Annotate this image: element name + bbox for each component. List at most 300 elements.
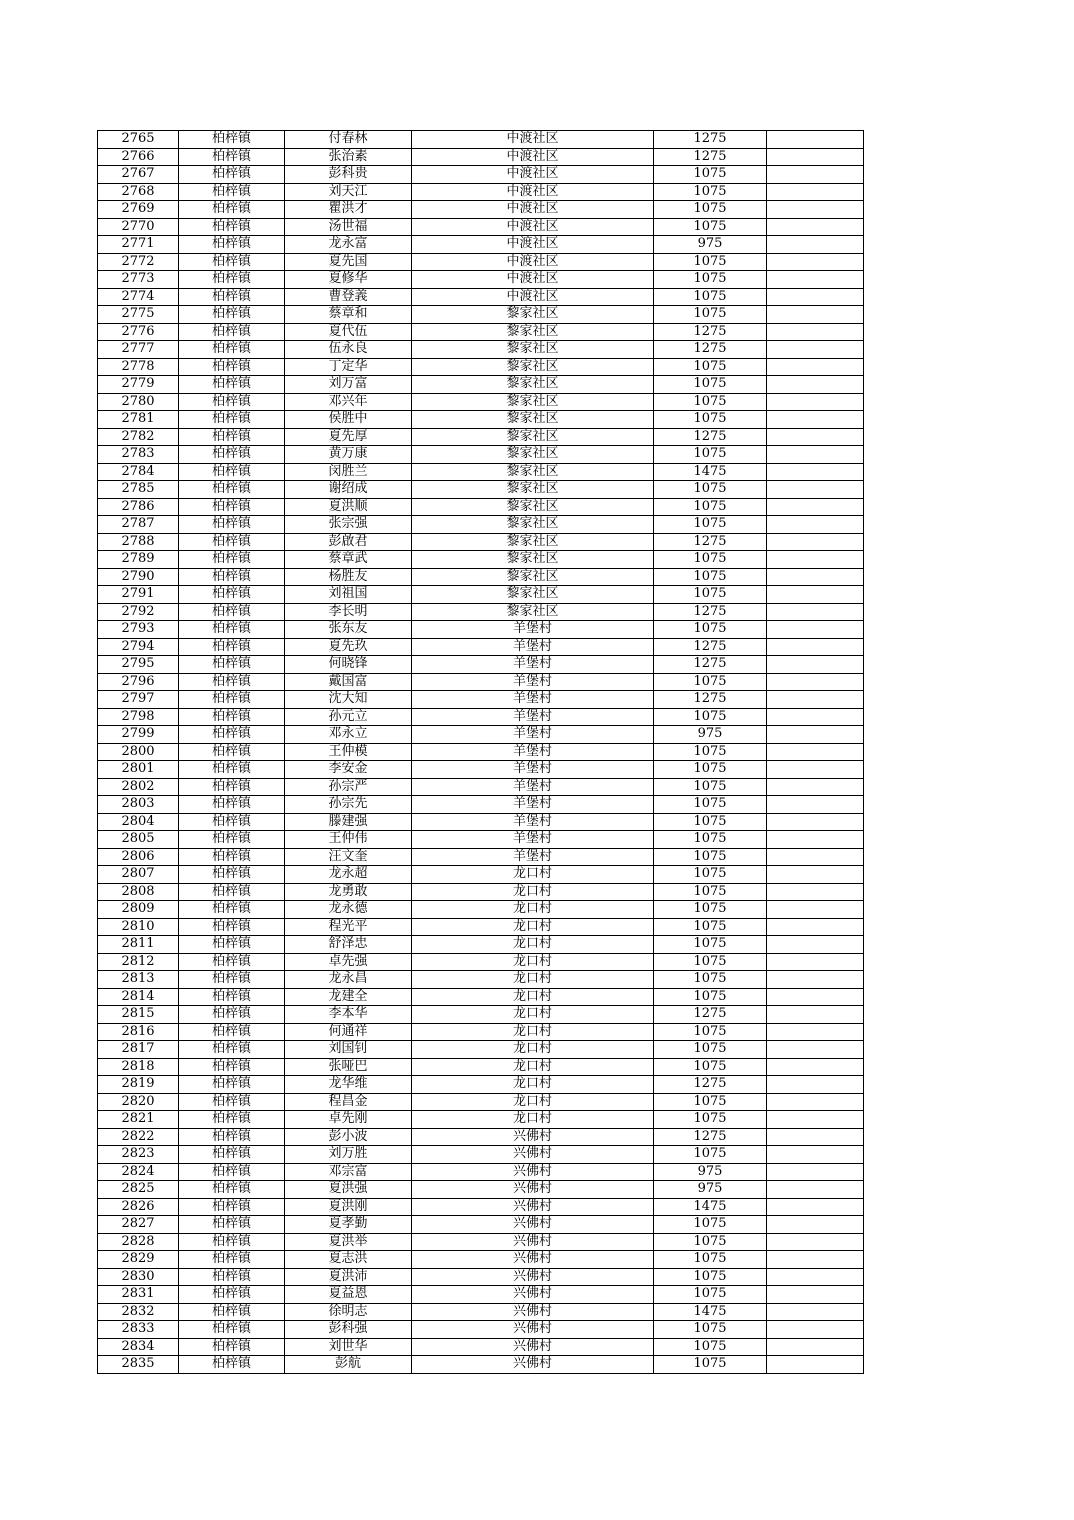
town-cell: 柏梓镇: [179, 341, 285, 359]
table-row: [98, 708, 864, 726]
remark-cell: [767, 936, 864, 954]
remark-cell: [767, 971, 864, 989]
table-row: [98, 428, 864, 446]
town-cell: 柏梓镇: [179, 253, 285, 271]
village-cell: 黎家社区: [412, 516, 654, 534]
remark-cell: [767, 1128, 864, 1146]
table-row: [98, 131, 864, 149]
person-name-cell: 龙永昌: [285, 971, 412, 989]
village-cell: 兴佛村: [412, 1286, 654, 1304]
table-row: [98, 551, 864, 569]
village-cell: 羊堡村: [412, 778, 654, 796]
town-cell: 柏梓镇: [179, 603, 285, 621]
remark-cell: [767, 656, 864, 674]
remark-cell: [767, 1251, 864, 1269]
row-number-cell: 2829: [98, 1251, 179, 1269]
town-cell: 柏梓镇: [179, 1268, 285, 1286]
remark-cell: [767, 988, 864, 1006]
village-cell: 羊堡村: [412, 743, 654, 761]
village-cell: 黎家社区: [412, 481, 654, 499]
remark-cell: [767, 1023, 864, 1041]
row-number-cell: 2770: [98, 218, 179, 236]
table-row: [98, 271, 864, 289]
town-cell: 柏梓镇: [179, 691, 285, 709]
person-name-cell: 黄万康: [285, 446, 412, 464]
amount-cell: 1075: [654, 936, 767, 954]
row-number-cell: 2766: [98, 148, 179, 166]
town-cell: 柏梓镇: [179, 1303, 285, 1321]
person-name-cell: 王仲伟: [285, 831, 412, 849]
row-number-cell: 2780: [98, 393, 179, 411]
person-name-cell: 龙永德: [285, 901, 412, 919]
village-cell: 兴佛村: [412, 1146, 654, 1164]
person-name-cell: 付春林: [285, 131, 412, 149]
table-row: [98, 358, 864, 376]
row-number-cell: 2824: [98, 1163, 179, 1181]
amount-cell: 1075: [654, 708, 767, 726]
amount-cell: 1075: [654, 551, 767, 569]
village-cell: 羊堡村: [412, 673, 654, 691]
table-row: [98, 1058, 864, 1076]
village-cell: 黎家社区: [412, 568, 654, 586]
table-row: [98, 1128, 864, 1146]
remark-cell: [767, 726, 864, 744]
amount-cell: 1075: [654, 183, 767, 201]
village-cell: 兴佛村: [412, 1233, 654, 1251]
row-number-cell: 2774: [98, 288, 179, 306]
row-number-cell: 2777: [98, 341, 179, 359]
person-name-cell: 舒泽忠: [285, 936, 412, 954]
village-cell: 羊堡村: [412, 621, 654, 639]
row-number-cell: 2832: [98, 1303, 179, 1321]
village-cell: 龙口村: [412, 1058, 654, 1076]
remark-cell: [767, 1146, 864, 1164]
remark-cell: [767, 323, 864, 341]
village-cell: 羊堡村: [412, 796, 654, 814]
row-number-cell: 2806: [98, 848, 179, 866]
remark-cell: [767, 551, 864, 569]
village-cell: 兴佛村: [412, 1216, 654, 1234]
amount-cell: 1075: [654, 883, 767, 901]
village-cell: 兴佛村: [412, 1303, 654, 1321]
row-number-cell: 2820: [98, 1093, 179, 1111]
village-cell: 兴佛村: [412, 1163, 654, 1181]
town-cell: 柏梓镇: [179, 971, 285, 989]
remark-cell: [767, 918, 864, 936]
amount-cell: 1075: [654, 918, 767, 936]
village-cell: 龙口村: [412, 953, 654, 971]
table-row: [98, 691, 864, 709]
person-name-cell: 彭科强: [285, 1321, 412, 1339]
village-cell: 羊堡村: [412, 708, 654, 726]
remark-cell: [767, 953, 864, 971]
row-number-cell: 2801: [98, 761, 179, 779]
person-name-cell: 夏代伍: [285, 323, 412, 341]
row-number-cell: 2778: [98, 358, 179, 376]
amount-cell: 1075: [654, 848, 767, 866]
row-number-cell: 2783: [98, 446, 179, 464]
remark-cell: [767, 201, 864, 219]
row-number-cell: 2828: [98, 1233, 179, 1251]
town-cell: 柏梓镇: [179, 1076, 285, 1094]
remark-cell: [767, 638, 864, 656]
row-number-cell: 2796: [98, 673, 179, 691]
person-name-cell: 滕建强: [285, 813, 412, 831]
amount-cell: 1275: [654, 603, 767, 621]
person-name-cell: 刘世华: [285, 1338, 412, 1356]
table-row: [98, 306, 864, 324]
town-cell: 柏梓镇: [179, 183, 285, 201]
village-cell: 中渡社区: [412, 253, 654, 271]
table-row: [98, 1251, 864, 1269]
person-name-cell: 闵胜兰: [285, 463, 412, 481]
remark-cell: [767, 1233, 864, 1251]
person-name-cell: 程昌金: [285, 1093, 412, 1111]
remark-cell: [767, 761, 864, 779]
table-row: [98, 1356, 864, 1374]
amount-cell: 1075: [654, 1286, 767, 1304]
amount-cell: 1075: [654, 1058, 767, 1076]
amount-cell: 1075: [654, 166, 767, 184]
village-cell: 中渡社区: [412, 236, 654, 254]
person-name-cell: 杨胜友: [285, 568, 412, 586]
village-cell: 兴佛村: [412, 1251, 654, 1269]
village-cell: 羊堡村: [412, 848, 654, 866]
remark-cell: [767, 901, 864, 919]
table-row: [98, 656, 864, 674]
person-name-cell: 夏益恩: [285, 1286, 412, 1304]
table-row: [98, 393, 864, 411]
town-cell: 柏梓镇: [179, 848, 285, 866]
table-row: [98, 901, 864, 919]
remark-cell: [767, 131, 864, 149]
person-name-cell: 丁定华: [285, 358, 412, 376]
amount-cell: 1075: [654, 288, 767, 306]
town-cell: 柏梓镇: [179, 1181, 285, 1199]
table-row: [98, 533, 864, 551]
remark-cell: [767, 883, 864, 901]
village-cell: 兴佛村: [412, 1128, 654, 1146]
row-number-cell: 2779: [98, 376, 179, 394]
amount-cell: 1275: [654, 428, 767, 446]
person-name-cell: 曹登義: [285, 288, 412, 306]
remark-cell: [767, 848, 864, 866]
person-name-cell: 彭航: [285, 1356, 412, 1374]
village-cell: 龙口村: [412, 1006, 654, 1024]
remark-cell: [767, 813, 864, 831]
row-number-cell: 2831: [98, 1286, 179, 1304]
town-cell: 柏梓镇: [179, 236, 285, 254]
town-cell: 柏梓镇: [179, 481, 285, 499]
remark-cell: [767, 708, 864, 726]
amount-cell: 1075: [654, 1321, 767, 1339]
remark-cell: [767, 358, 864, 376]
person-name-cell: 彭小波: [285, 1128, 412, 1146]
person-name-cell: 夏先玖: [285, 638, 412, 656]
remark-cell: [767, 621, 864, 639]
town-cell: 柏梓镇: [179, 936, 285, 954]
remark-cell: [767, 148, 864, 166]
village-cell: 中渡社区: [412, 131, 654, 149]
amount-cell: 1075: [654, 516, 767, 534]
village-cell: 黎家社区: [412, 446, 654, 464]
remark-cell: [767, 691, 864, 709]
table-row: [98, 288, 864, 306]
amount-cell: 975: [654, 726, 767, 744]
village-cell: 龙口村: [412, 883, 654, 901]
amount-cell: 1275: [654, 1128, 767, 1146]
person-name-cell: 刘万富: [285, 376, 412, 394]
amount-cell: 975: [654, 236, 767, 254]
town-cell: 柏梓镇: [179, 1338, 285, 1356]
row-number-cell: 2816: [98, 1023, 179, 1041]
town-cell: 柏梓镇: [179, 988, 285, 1006]
table-row: [98, 1163, 864, 1181]
table-row: [98, 1146, 864, 1164]
remark-cell: [767, 498, 864, 516]
amount-cell: 975: [654, 1181, 767, 1199]
town-cell: 柏梓镇: [179, 1163, 285, 1181]
table-row: [98, 481, 864, 499]
village-cell: 兴佛村: [412, 1268, 654, 1286]
table-row: [98, 778, 864, 796]
person-name-cell: 龙永富: [285, 236, 412, 254]
table-row: [98, 568, 864, 586]
remark-cell: [767, 271, 864, 289]
town-cell: 柏梓镇: [179, 393, 285, 411]
town-cell: 柏梓镇: [179, 1146, 285, 1164]
remark-cell: [767, 1093, 864, 1111]
amount-cell: 1075: [654, 953, 767, 971]
village-cell: 龙口村: [412, 936, 654, 954]
amount-cell: 1075: [654, 1023, 767, 1041]
person-name-cell: 彭科贵: [285, 166, 412, 184]
remark-cell: [767, 1303, 864, 1321]
person-name-cell: 何晓锋: [285, 656, 412, 674]
town-cell: 柏梓镇: [179, 1233, 285, 1251]
village-cell: 中渡社区: [412, 201, 654, 219]
table-row: [98, 796, 864, 814]
row-number-cell: 2807: [98, 866, 179, 884]
table-row: [98, 183, 864, 201]
amount-cell: 1075: [654, 1146, 767, 1164]
amount-cell: 1075: [654, 1338, 767, 1356]
amount-cell: 1075: [654, 376, 767, 394]
table-row: [98, 463, 864, 481]
row-number-cell: 2792: [98, 603, 179, 621]
table-row: [98, 726, 864, 744]
person-name-cell: 夏孝勤: [285, 1216, 412, 1234]
village-cell: 兴佛村: [412, 1181, 654, 1199]
remark-cell: [767, 183, 864, 201]
remark-cell: [767, 1216, 864, 1234]
village-cell: 黎家社区: [412, 341, 654, 359]
table-row: [98, 743, 864, 761]
town-cell: 柏梓镇: [179, 358, 285, 376]
village-cell: 龙口村: [412, 1023, 654, 1041]
table-row: [98, 988, 864, 1006]
town-cell: 柏梓镇: [179, 708, 285, 726]
person-name-cell: 龙永超: [285, 866, 412, 884]
table-row: [98, 883, 864, 901]
person-name-cell: 沈大知: [285, 691, 412, 709]
row-number-cell: 2789: [98, 551, 179, 569]
remark-cell: [767, 481, 864, 499]
person-name-cell: 侯胜中: [285, 411, 412, 429]
row-number-cell: 2817: [98, 1041, 179, 1059]
amount-cell: 1075: [654, 498, 767, 516]
amount-cell: 1075: [654, 1111, 767, 1129]
person-name-cell: 孙宗严: [285, 778, 412, 796]
village-cell: 羊堡村: [412, 638, 654, 656]
town-cell: 柏梓镇: [179, 586, 285, 604]
village-cell: 黎家社区: [412, 551, 654, 569]
table-row: [98, 341, 864, 359]
amount-cell: 1475: [654, 1303, 767, 1321]
town-cell: 柏梓镇: [179, 1093, 285, 1111]
remark-cell: [767, 341, 864, 359]
village-cell: 兴佛村: [412, 1198, 654, 1216]
person-name-cell: 张哑巴: [285, 1058, 412, 1076]
table-row: [98, 638, 864, 656]
amount-cell: 1075: [654, 1233, 767, 1251]
remark-cell: [767, 236, 864, 254]
village-cell: 羊堡村: [412, 726, 654, 744]
table-row: [98, 376, 864, 394]
town-cell: 柏梓镇: [179, 148, 285, 166]
town-cell: 柏梓镇: [179, 131, 285, 149]
remark-cell: [767, 603, 864, 621]
village-cell: 龙口村: [412, 866, 654, 884]
person-name-cell: 邓宗富: [285, 1163, 412, 1181]
amount-cell: 1275: [654, 1076, 767, 1094]
town-cell: 柏梓镇: [179, 1111, 285, 1129]
table-row: [98, 236, 864, 254]
remark-cell: [767, 1041, 864, 1059]
remark-cell: [767, 516, 864, 534]
person-name-cell: 李长明: [285, 603, 412, 621]
row-number-cell: 2808: [98, 883, 179, 901]
village-cell: 黎家社区: [412, 376, 654, 394]
remark-cell: [767, 393, 864, 411]
remark-cell: [767, 288, 864, 306]
row-number-cell: 2767: [98, 166, 179, 184]
row-number-cell: 2768: [98, 183, 179, 201]
town-cell: 柏梓镇: [179, 218, 285, 236]
amount-cell: 1075: [654, 568, 767, 586]
amount-cell: 1075: [654, 271, 767, 289]
amount-cell: 1275: [654, 638, 767, 656]
table-row: [98, 761, 864, 779]
town-cell: 柏梓镇: [179, 1216, 285, 1234]
amount-cell: 1475: [654, 463, 767, 481]
amount-cell: 1075: [654, 673, 767, 691]
remark-cell: [767, 1356, 864, 1374]
town-cell: 柏梓镇: [179, 376, 285, 394]
village-cell: 黎家社区: [412, 586, 654, 604]
town-cell: 柏梓镇: [179, 1286, 285, 1304]
row-number-cell: 2791: [98, 586, 179, 604]
table-row: [98, 936, 864, 954]
person-name-cell: 蔡章和: [285, 306, 412, 324]
amount-cell: 1275: [654, 533, 767, 551]
person-name-cell: 夏洪举: [285, 1233, 412, 1251]
row-number-cell: 2805: [98, 831, 179, 849]
person-name-cell: 汤世福: [285, 218, 412, 236]
remark-cell: [767, 253, 864, 271]
village-cell: 黎家社区: [412, 533, 654, 551]
amount-cell: 1075: [654, 446, 767, 464]
roster-table-body: [98, 131, 864, 1374]
town-cell: 柏梓镇: [179, 796, 285, 814]
amount-cell: 1075: [654, 218, 767, 236]
remark-cell: [767, 1286, 864, 1304]
table-row: [98, 848, 864, 866]
town-cell: 柏梓镇: [179, 901, 285, 919]
person-name-cell: 刘国钊: [285, 1041, 412, 1059]
remark-cell: [767, 1268, 864, 1286]
row-number-cell: 2786: [98, 498, 179, 516]
table-row: [98, 586, 864, 604]
amount-cell: 1275: [654, 341, 767, 359]
town-cell: 柏梓镇: [179, 271, 285, 289]
person-name-cell: 瞿洪才: [285, 201, 412, 219]
remark-cell: [767, 411, 864, 429]
town-cell: 柏梓镇: [179, 411, 285, 429]
village-cell: 兴佛村: [412, 1356, 654, 1374]
remark-cell: [767, 1111, 864, 1129]
row-number-cell: 2814: [98, 988, 179, 1006]
town-cell: 柏梓镇: [179, 743, 285, 761]
village-cell: 黎家社区: [412, 498, 654, 516]
town-cell: 柏梓镇: [179, 1128, 285, 1146]
village-cell: 龙口村: [412, 901, 654, 919]
amount-cell: 1275: [654, 656, 767, 674]
amount-cell: 1075: [654, 481, 767, 499]
person-name-cell: 夏先厚: [285, 428, 412, 446]
town-cell: 柏梓镇: [179, 1023, 285, 1041]
town-cell: 柏梓镇: [179, 533, 285, 551]
row-number-cell: 2773: [98, 271, 179, 289]
row-number-cell: 2811: [98, 936, 179, 954]
table-row: [98, 218, 864, 236]
remark-cell: [767, 533, 864, 551]
remark-cell: [767, 1076, 864, 1094]
row-number-cell: 2819: [98, 1076, 179, 1094]
amount-cell: 1075: [654, 796, 767, 814]
amount-cell: 1075: [654, 358, 767, 376]
village-cell: 中渡社区: [412, 271, 654, 289]
amount-cell: 1075: [654, 778, 767, 796]
person-name-cell: 彭啟君: [285, 533, 412, 551]
town-cell: 柏梓镇: [179, 288, 285, 306]
amount-cell: 1075: [654, 393, 767, 411]
town-cell: 柏梓镇: [179, 498, 285, 516]
row-number-cell: 2809: [98, 901, 179, 919]
amount-cell: 1075: [654, 831, 767, 849]
row-number-cell: 2771: [98, 236, 179, 254]
town-cell: 柏梓镇: [179, 428, 285, 446]
village-cell: 中渡社区: [412, 218, 654, 236]
amount-cell: 1275: [654, 323, 767, 341]
town-cell: 柏梓镇: [179, 446, 285, 464]
table-row: [98, 166, 864, 184]
village-cell: 黎家社区: [412, 306, 654, 324]
village-cell: 羊堡村: [412, 831, 654, 849]
table-row: [98, 1041, 864, 1059]
town-cell: 柏梓镇: [179, 201, 285, 219]
table-row: [98, 516, 864, 534]
